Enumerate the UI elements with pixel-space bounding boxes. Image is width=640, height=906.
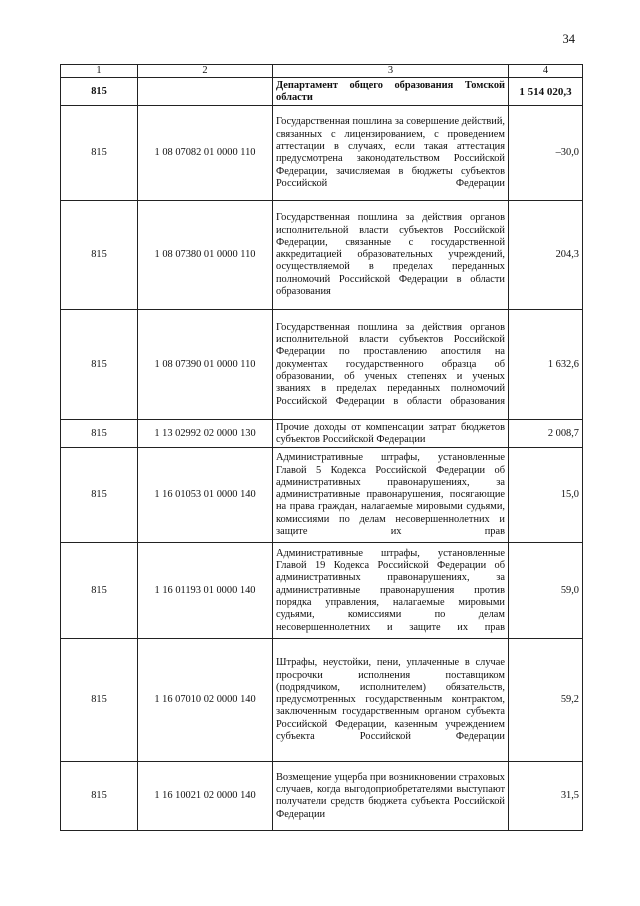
- table-row: [61, 106, 583, 201]
- revenue-name-cell: Возмещение ущерба при возникновении страховых случаев, когда выгодоприобретателями выступают получатели средств бюджета субъекта Российской Федерации: [273, 762, 509, 831]
- revenue-name-cell: Административные штрафы, установленные Главой 5 Кодекса Российской Федерации об административных правонарушениях, за административные правонарушения, посягающие на права граждан, налагаемые мировыми судьями, комиссиями по делам несовершеннолетних и защите их прав: [273, 448, 509, 543]
- amount-cell: 1 514 020,3: [509, 78, 583, 106]
- kbk-cell: 1 08 07082 01 0000 110: [138, 106, 273, 201]
- page-number: 34: [562, 32, 575, 46]
- table-row: [61, 543, 583, 639]
- kbk-cell: 1 16 07010 02 0000 140: [138, 639, 273, 762]
- revenue-name-cell: Государственная пошлина за действия органов исполнительной власти субъектов Российской Федерации, связанные с государственной аккредитацией образовательных учреждений, осуществляемой в пределах переданных полномочий Российской Федерации в области образования: [273, 201, 509, 310]
- kbk-cell: 1 13 02992 02 0000 130: [138, 420, 273, 448]
- admin-code-cell: 815: [61, 639, 138, 762]
- revenue-name-cell: Государственная пошлина за действия органов исполнительной власти субъектов Российской Федерации по проставлению апостиля на документах государственного образца об образовании, об ученых степенях и ученых званиях в пределах переданных полномочий Российской Федерации в области образования: [273, 310, 509, 420]
- amount-cell: –30,0: [509, 106, 583, 201]
- amount-cell: 59,2: [509, 639, 583, 762]
- amount-cell: 204,3: [509, 201, 583, 310]
- column-number-row: [61, 65, 583, 78]
- column-number: 2: [138, 65, 273, 78]
- kbk-cell: 1 08 07380 01 0000 110: [138, 201, 273, 310]
- admin-code-cell: 815: [61, 106, 138, 201]
- department-row: [61, 78, 583, 106]
- admin-code-cell: 815: [61, 448, 138, 543]
- admin-code-cell: 815: [61, 762, 138, 831]
- revenue-name-cell: Штрафы, неустойки, пени, уплаченные в случае просрочки исполнения поставщиком (подрядчиком, исполнителем) обязательств, предусмотренных государственным контрактом, заключенным государственным органом субъекта Российской Федерации, казенным учреждением субъекта Российской Федерации: [273, 639, 509, 762]
- kbk-cell: [138, 78, 273, 106]
- kbk-cell: 1 16 10021 02 0000 140: [138, 762, 273, 831]
- admin-code-cell: 815: [61, 420, 138, 448]
- table-row: [61, 762, 583, 831]
- revenue-name-cell: Государственная пошлина за совершение действий, связанных с лицензированием, с проведением аттестации в случаях, если такая аттестация предусмотрена законодательством Российской Федерации, зачисляемая в бюджеты субъектов Российской Федерации: [273, 106, 509, 201]
- amount-cell: 59,0: [509, 543, 583, 639]
- revenue-table: [60, 64, 583, 831]
- kbk-cell: 1 16 01193 01 0000 140: [138, 543, 273, 639]
- kbk-cell: 1 16 01053 01 0000 140: [138, 448, 273, 543]
- revenue-name-cell: Прочие доходы от компенсации затрат бюджетов субъектов Российской Федерации: [273, 420, 509, 448]
- revenue-name-cell: Административные штрафы, установленные Главой 19 Кодекса Российской Федерации об административных правонарушениях, за административные правонарушения против порядка управления, налагаемые мировыми судьями, комиссиями по делам несовершеннолетних и защите их прав: [273, 543, 509, 639]
- amount-cell: 31,5: [509, 762, 583, 831]
- admin-code-cell: 815: [61, 543, 138, 639]
- column-number: 4: [509, 65, 583, 78]
- kbk-cell: 1 08 07390 01 0000 110: [138, 310, 273, 420]
- amount-cell: 1 632,6: [509, 310, 583, 420]
- column-number: 3: [273, 65, 509, 78]
- amount-cell: 15,0: [509, 448, 583, 543]
- department-name-cell: Департамент общего образования Томской области: [273, 78, 509, 106]
- table-row: [61, 420, 583, 448]
- admin-code-cell: 815: [61, 78, 138, 106]
- table-row: [61, 310, 583, 420]
- table-row: [61, 201, 583, 310]
- admin-code-cell: 815: [61, 310, 138, 420]
- admin-code-cell: 815: [61, 201, 138, 310]
- table-row: [61, 639, 583, 762]
- table-row: [61, 448, 583, 543]
- amount-cell: 2 008,7: [509, 420, 583, 448]
- column-number: 1: [61, 65, 138, 78]
